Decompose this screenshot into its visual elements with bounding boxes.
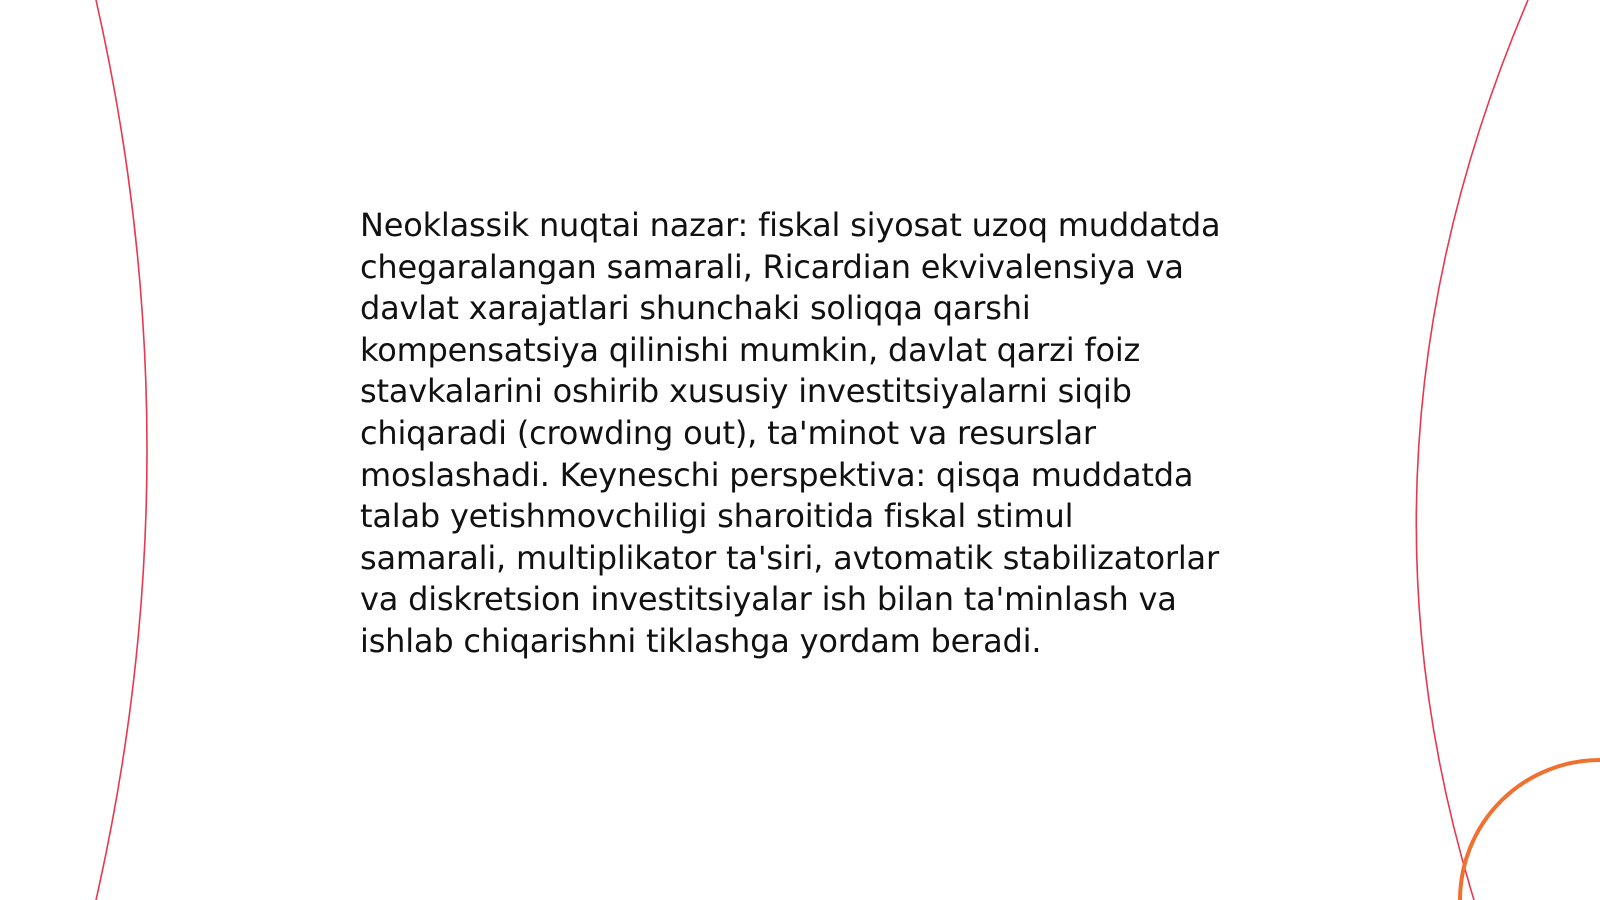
text-line: talab yetishmovchiligi sharoitida fiskal stimul <box>360 497 1074 536</box>
body-text <box>360 205 1260 663</box>
text-line: chegaralangan samarali, Ricardian ekvivalensiya va <box>360 247 1184 286</box>
left-arc <box>96 0 147 900</box>
text-line: stavkalarini oshirib xususiy investitsiyalarni siqib <box>360 372 1132 411</box>
text-line: davlat xarajatlari shunchaki soliqqa qarshi <box>360 289 1031 328</box>
right-arc <box>1416 0 1528 900</box>
text-line: kompensatsiya qilinishi mumkin, davlat qarzi foiz <box>360 330 1141 369</box>
text-line: samarali, multiplikator ta'siri, avtomatik stabilizatorlar <box>360 538 1219 577</box>
text-line: Neoklassik nuqtai nazar: fiskal siyosat uzoq muddatda <box>360 206 1221 244</box>
text-line: ishlab chiqarishni tiklashga yordam beradi. <box>360 621 1042 660</box>
text-line: va diskretsion investitsiyalar ish bilan ta'minlash va <box>360 580 1177 619</box>
text-line: moslashadi. Keyneschi perspektiva: qisqa muddatda <box>360 455 1194 494</box>
corner-circle <box>1460 760 1600 900</box>
text-line: chiqaradi (crowding out), ta'minot va resurslar <box>360 413 1096 452</box>
